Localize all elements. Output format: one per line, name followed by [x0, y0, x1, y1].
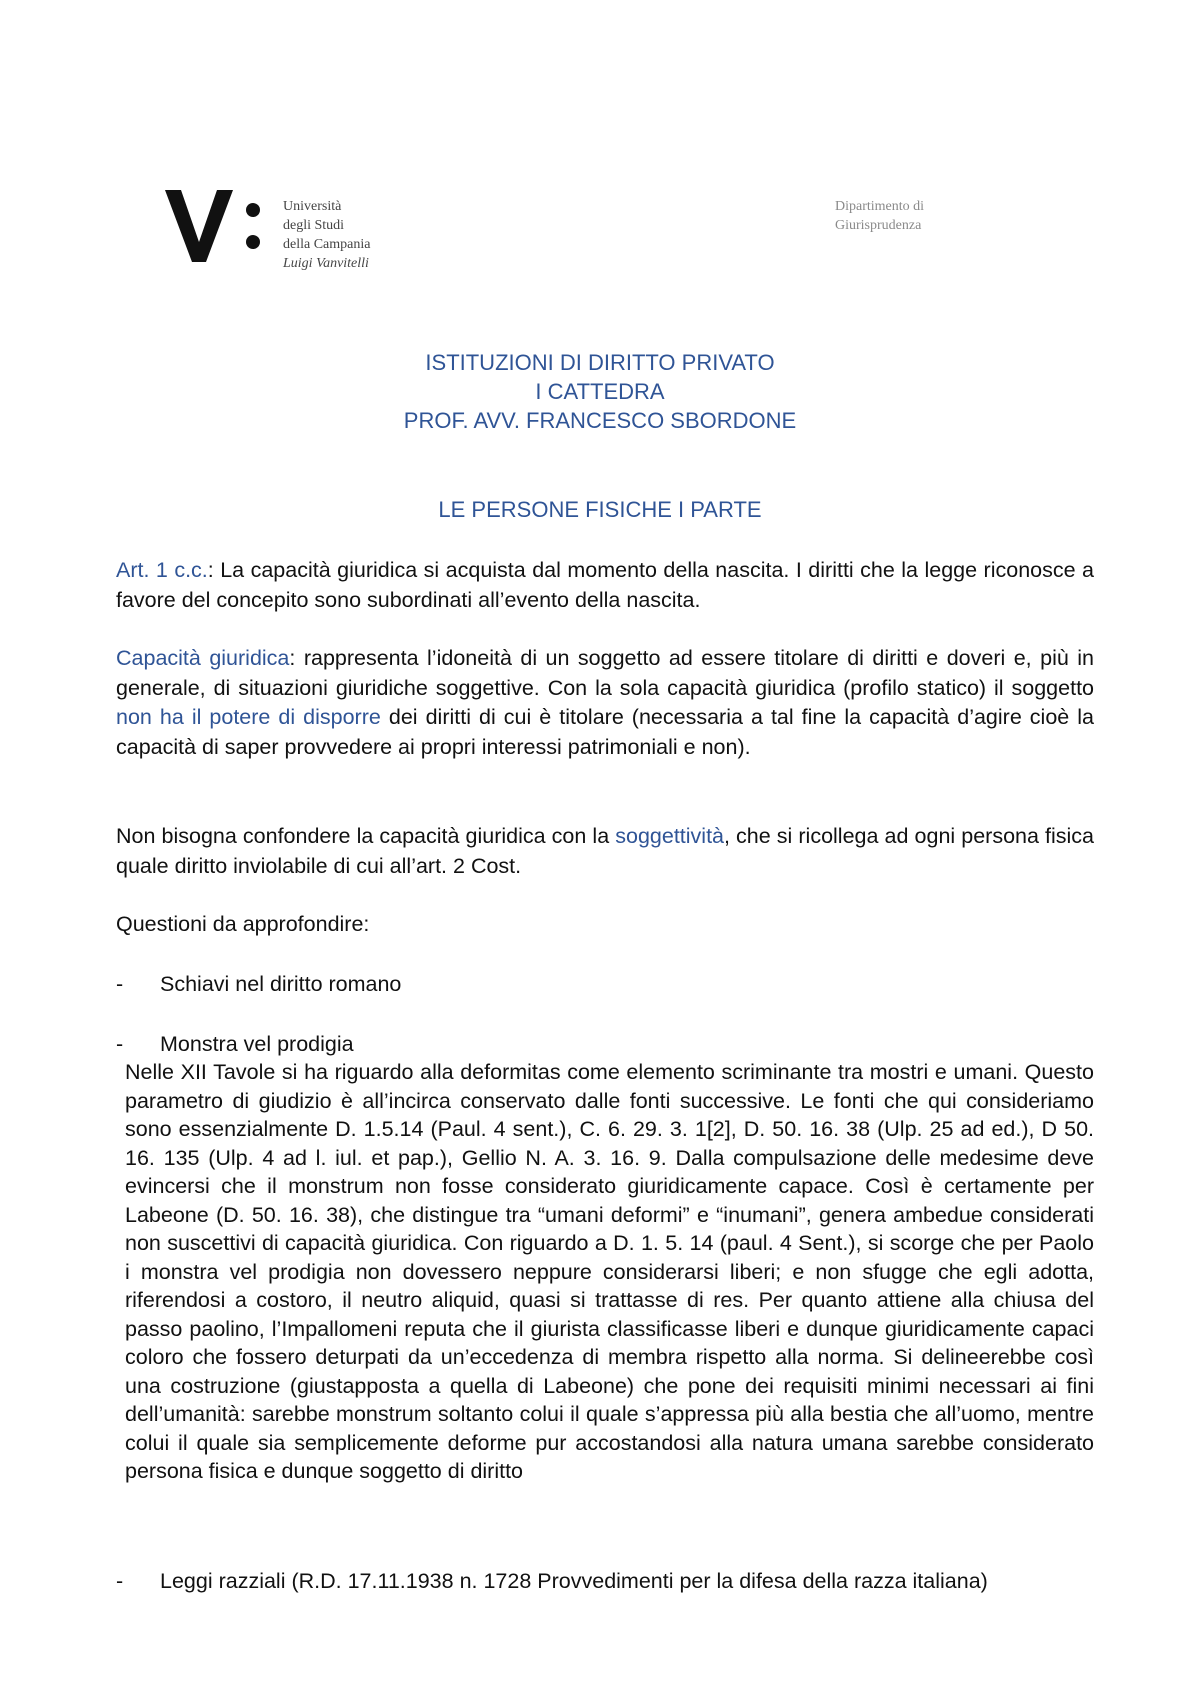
list-dash: - — [116, 972, 124, 996]
university-line-3: della Campania — [283, 237, 371, 252]
document-title — [0, 348, 1200, 435]
soggettivita-paragraph — [116, 822, 1094, 881]
university-logo — [165, 190, 265, 262]
list-item — [116, 1030, 1096, 1060]
university-line-4: Luigi Vanvitelli — [283, 256, 369, 271]
university-name — [283, 197, 370, 273]
capacita-paragraph — [116, 644, 1094, 762]
list-item-monstra: Monstra vel prodigia — [160, 1032, 354, 1056]
questioni-label: Questioni da approfondire: — [116, 912, 370, 936]
soggettivita-text-after: , che si ricollega ad ogni persona fisica quale diritto inviolabile di cui all’art. 2 Cost. — [116, 824, 1095, 878]
list-item — [116, 1567, 1096, 1597]
title-line-2: I CATTEDRA — [535, 379, 665, 404]
capacita-label: Capacità giuridica — [116, 646, 290, 670]
list-dash: - — [116, 1032, 124, 1056]
department-name — [835, 197, 924, 235]
list-dash: - — [116, 1569, 124, 1593]
art1-paragraph — [116, 556, 1094, 615]
soggettivita-highlight: soggettività — [615, 824, 724, 848]
capacita-text-before: : rappresenta l’idoneità di un soggetto ad essere titolare di diritti e doveri e, più in generale, di situazioni giuridiche soggettive. Con la sola capacità giuridica (profilo statico) il soggetto — [116, 646, 1094, 700]
soggettivita-text-before: Non bisogna confondere la capacità giuridica con la — [116, 824, 616, 848]
title-line-3: PROF. AVV. FRANCESCO SBORDONE — [403, 408, 797, 433]
list-item — [116, 970, 1096, 1000]
university-line-2: degli Studi — [283, 218, 345, 233]
section-title: LE PERSONE FISICHE I PARTE — [438, 497, 762, 522]
monstra-paragraph: Nelle XII Tavole si ha riguardo alla deformitas come elemento scriminante tra mostri e umani. Questo parametro di giudizio è all’incirca conservato dalle fonti successive. Le fonti che qui consideriamo sono essenzialmente D. 1.5.14 (Paul. 4 sent.), C. 6. 29. 3. 1[2], D. 50. 16. 38 (Ulp. 25 ad ed.), D 50. 16. 135 (Ulp. 4 ad l. iul. et pap.), Gellio N. A. 3. 16. 9. Dalla compulsazione delle medesime deve evincersi che il monstrum non fosse considerato giuridicamente capace. Così è certamente per Labeone (D. 50. 16. 38), che distingue tra “umani deformi” e “inumani”, genera ambedue considerati non suscettivi di capacità giuridica. Con riguardo a D. 1. 5. 14 (paul. 4 Sent.), si scorge che per Paolo i monstra vel prodigia non dovessero neppure considerarsi liberi; e non sfugge che egli adotta, riferendosi a costoro, il neutro aliquid, quasi si trattasse di res. Per quanto attiene alla chiusa del passo paolino, l’Impallomeni reputa che il giurista classificasse liberi e dunque giuridicamente capaci coloro che fossero deturpati da un’eccedenza di membra rispetto alla norma. Si delineerebbe così una costruzione (giustapposta a quella di Labeone) che pone dei requisiti minimi necessari ai fini dell’umanità: sarebbe monstrum soltanto colui il quale s’appressa più alla bestia che all’uomo, mentre colui il quale sia semplicemente deforme pur accostandosi alla natura umana sarebbe considerato persona fisica e dunque soggetto di diritto — [125, 1060, 1094, 1483]
capacita-highlight: non ha il potere di disporre — [116, 705, 381, 729]
department-line-1: Dipartimento di — [835, 199, 925, 214]
list-item-schiavi: Schiavi nel diritto romano — [160, 972, 402, 996]
university-line-1: Università — [283, 199, 342, 214]
art1-text: : La capacità giuridica si acquista dal momento della nascita. I diritti che la legge riconosce a favore del concepito sono subordinati all’evento della nascita. — [116, 558, 1094, 612]
art1-label: Art. 1 c.c. — [116, 558, 208, 582]
department-line-2: Giurisprudenza — [835, 218, 922, 233]
list-item-leggi-razziali: Leggi razziali (R.D. 17.11.1938 n. 1728 Provvedimenti per la difesa della razza italiana) — [160, 1569, 988, 1593]
title-line-1: ISTITUZIONI DI DIRITTO PRIVATO — [425, 350, 775, 375]
capacita-text-after: dei diritti di cui è titolare (necessaria a tal fine la capacità d’agire cioè la capacità di saper provvedere ai propri interessi patrimoniali e non). — [116, 705, 1095, 759]
